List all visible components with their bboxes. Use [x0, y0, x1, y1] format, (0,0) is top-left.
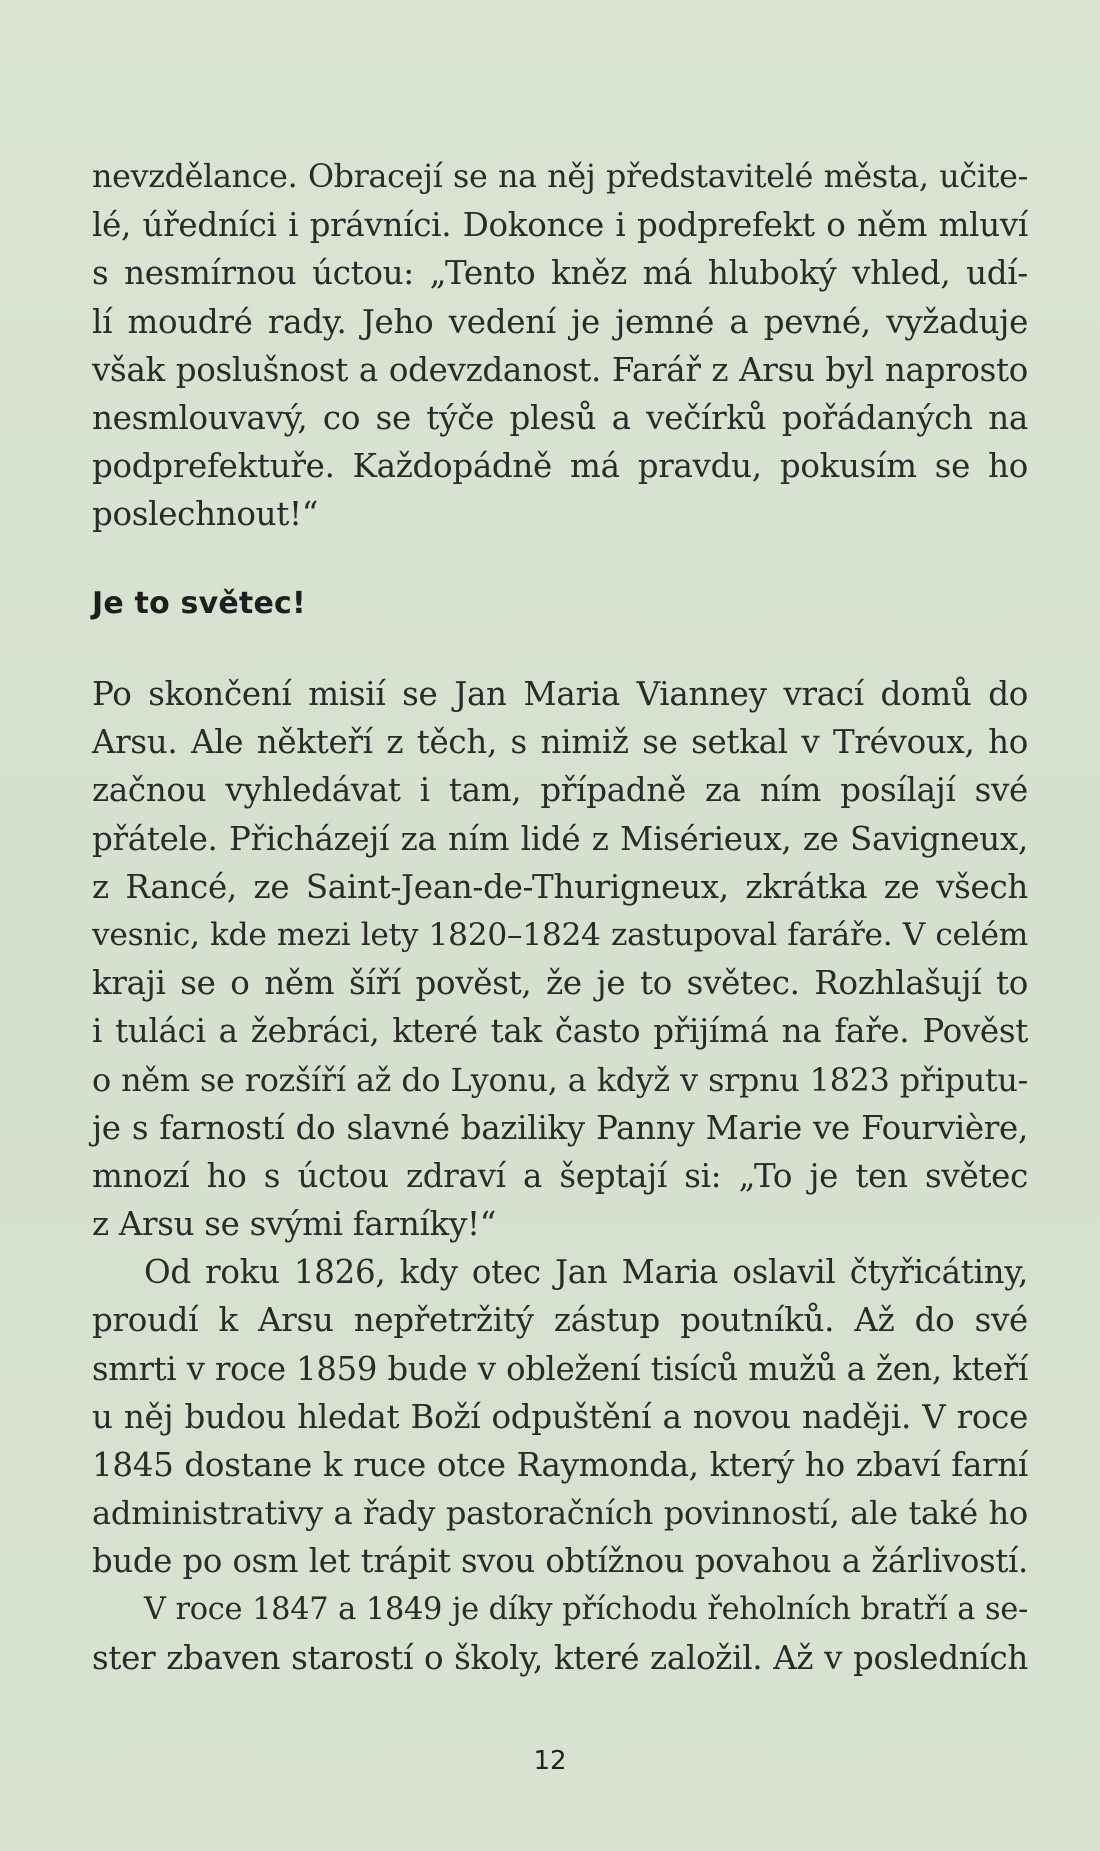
- text-line: kraji se o něm šíří pověst, že je to světec. Rozhlašují to: [92, 964, 1028, 1003]
- text-line: podprefektuře. Každopádně má pravdu, pokusím se ho: [92, 447, 1028, 486]
- text-line: ster zbaven starostí o školy, které založil. Až v posledních: [92, 1638, 1028, 1677]
- text-line: bude po osm let trápit svou obtížnou povahou a žárlivostí.: [92, 1542, 1028, 1581]
- text-line: lí moudré rady. Jeho vedení je jemné a pevné, vyžaduje: [92, 302, 1028, 341]
- text-line: vesnic, kde mezi lety 1820–1824 zastupoval faráře. V celém: [92, 916, 1028, 953]
- text-line: však poslušnost a odevzdanost. Farář z Arsu byl naprosto: [92, 350, 1028, 389]
- text-line: Arsu. Ale někteří z těch, s nimiž se setkal v Trévoux, ho: [92, 723, 1028, 762]
- text-line: administrativy a řady pastoračních povinností, ale také ho: [92, 1494, 1028, 1533]
- text-line: proudí k Arsu nepřetržitý zástup poutníků. Až do své: [92, 1301, 1028, 1340]
- text-line: lé, úředníci i právníci. Dokonce i podprefekt o něm mluví: [92, 206, 1028, 245]
- page-number: 12: [533, 1746, 567, 1776]
- text-line: poslechnout!“: [92, 495, 319, 534]
- text-line: nevzdělance. Obracejí se na něj představitelé města, učite-: [92, 159, 1028, 195]
- text-line: přátele. Přicházejí za ním lidé z Misérieux, ze Savigneux,: [92, 819, 1028, 858]
- text-line: 1845 dostane k ruce otce Raymonda, který ho zbaví farní: [92, 1446, 1028, 1484]
- text-line: s nesmírnou úctou: „Tento kněz má hluboký vhled, udí-: [92, 254, 1028, 293]
- text-line: z Rancé, ze Saint-Jean-de-Thurigneux, zkrátka ze všech: [92, 867, 1028, 906]
- text-line: i tuláci a žebráci, které tak často přijímá na faře. Pověst: [92, 1012, 1028, 1051]
- text-line: V roce 1847 a 1849 je díky příchodu řeholních bratří a se-: [144, 1591, 1028, 1627]
- continued-paragraph: [92, 153, 1028, 539]
- section-heading: Je to světec!: [92, 586, 306, 621]
- text-line: Po skončení misií se Jan Maria Vianney vrací domů do: [92, 675, 1028, 713]
- text-line: je s farností do slavné baziliky Panny Marie ve Fourvière,: [92, 1108, 1028, 1147]
- text-line: začnou vyhledávat i tam, případně za ním posílají své: [92, 771, 1028, 810]
- text-line: nesmlouvavý, co se týče plesů a večírků pořádaných na: [92, 398, 1028, 437]
- text-line: u něj budou hledat Boží odpuštění a novou naději. V roce: [92, 1397, 1028, 1436]
- text-line: mnozí ho s úctou zdraví a šeptají si: „To je ten světec: [92, 1156, 1028, 1195]
- text-line: smrti v roce 1859 bude v obležení tisíců mužů a žen, kteří: [92, 1349, 1028, 1388]
- text-line: z Arsu se svými farníky!“: [92, 1205, 497, 1244]
- text-line: Od roku 1826, kdy otec Jan Maria oslavil čtyřicátiny,: [144, 1253, 1028, 1292]
- section-body: [92, 670, 1028, 1682]
- text-line: o něm se rozšíří až do Lyonu, a když v srpnu 1823 připutu-: [92, 1060, 1028, 1099]
